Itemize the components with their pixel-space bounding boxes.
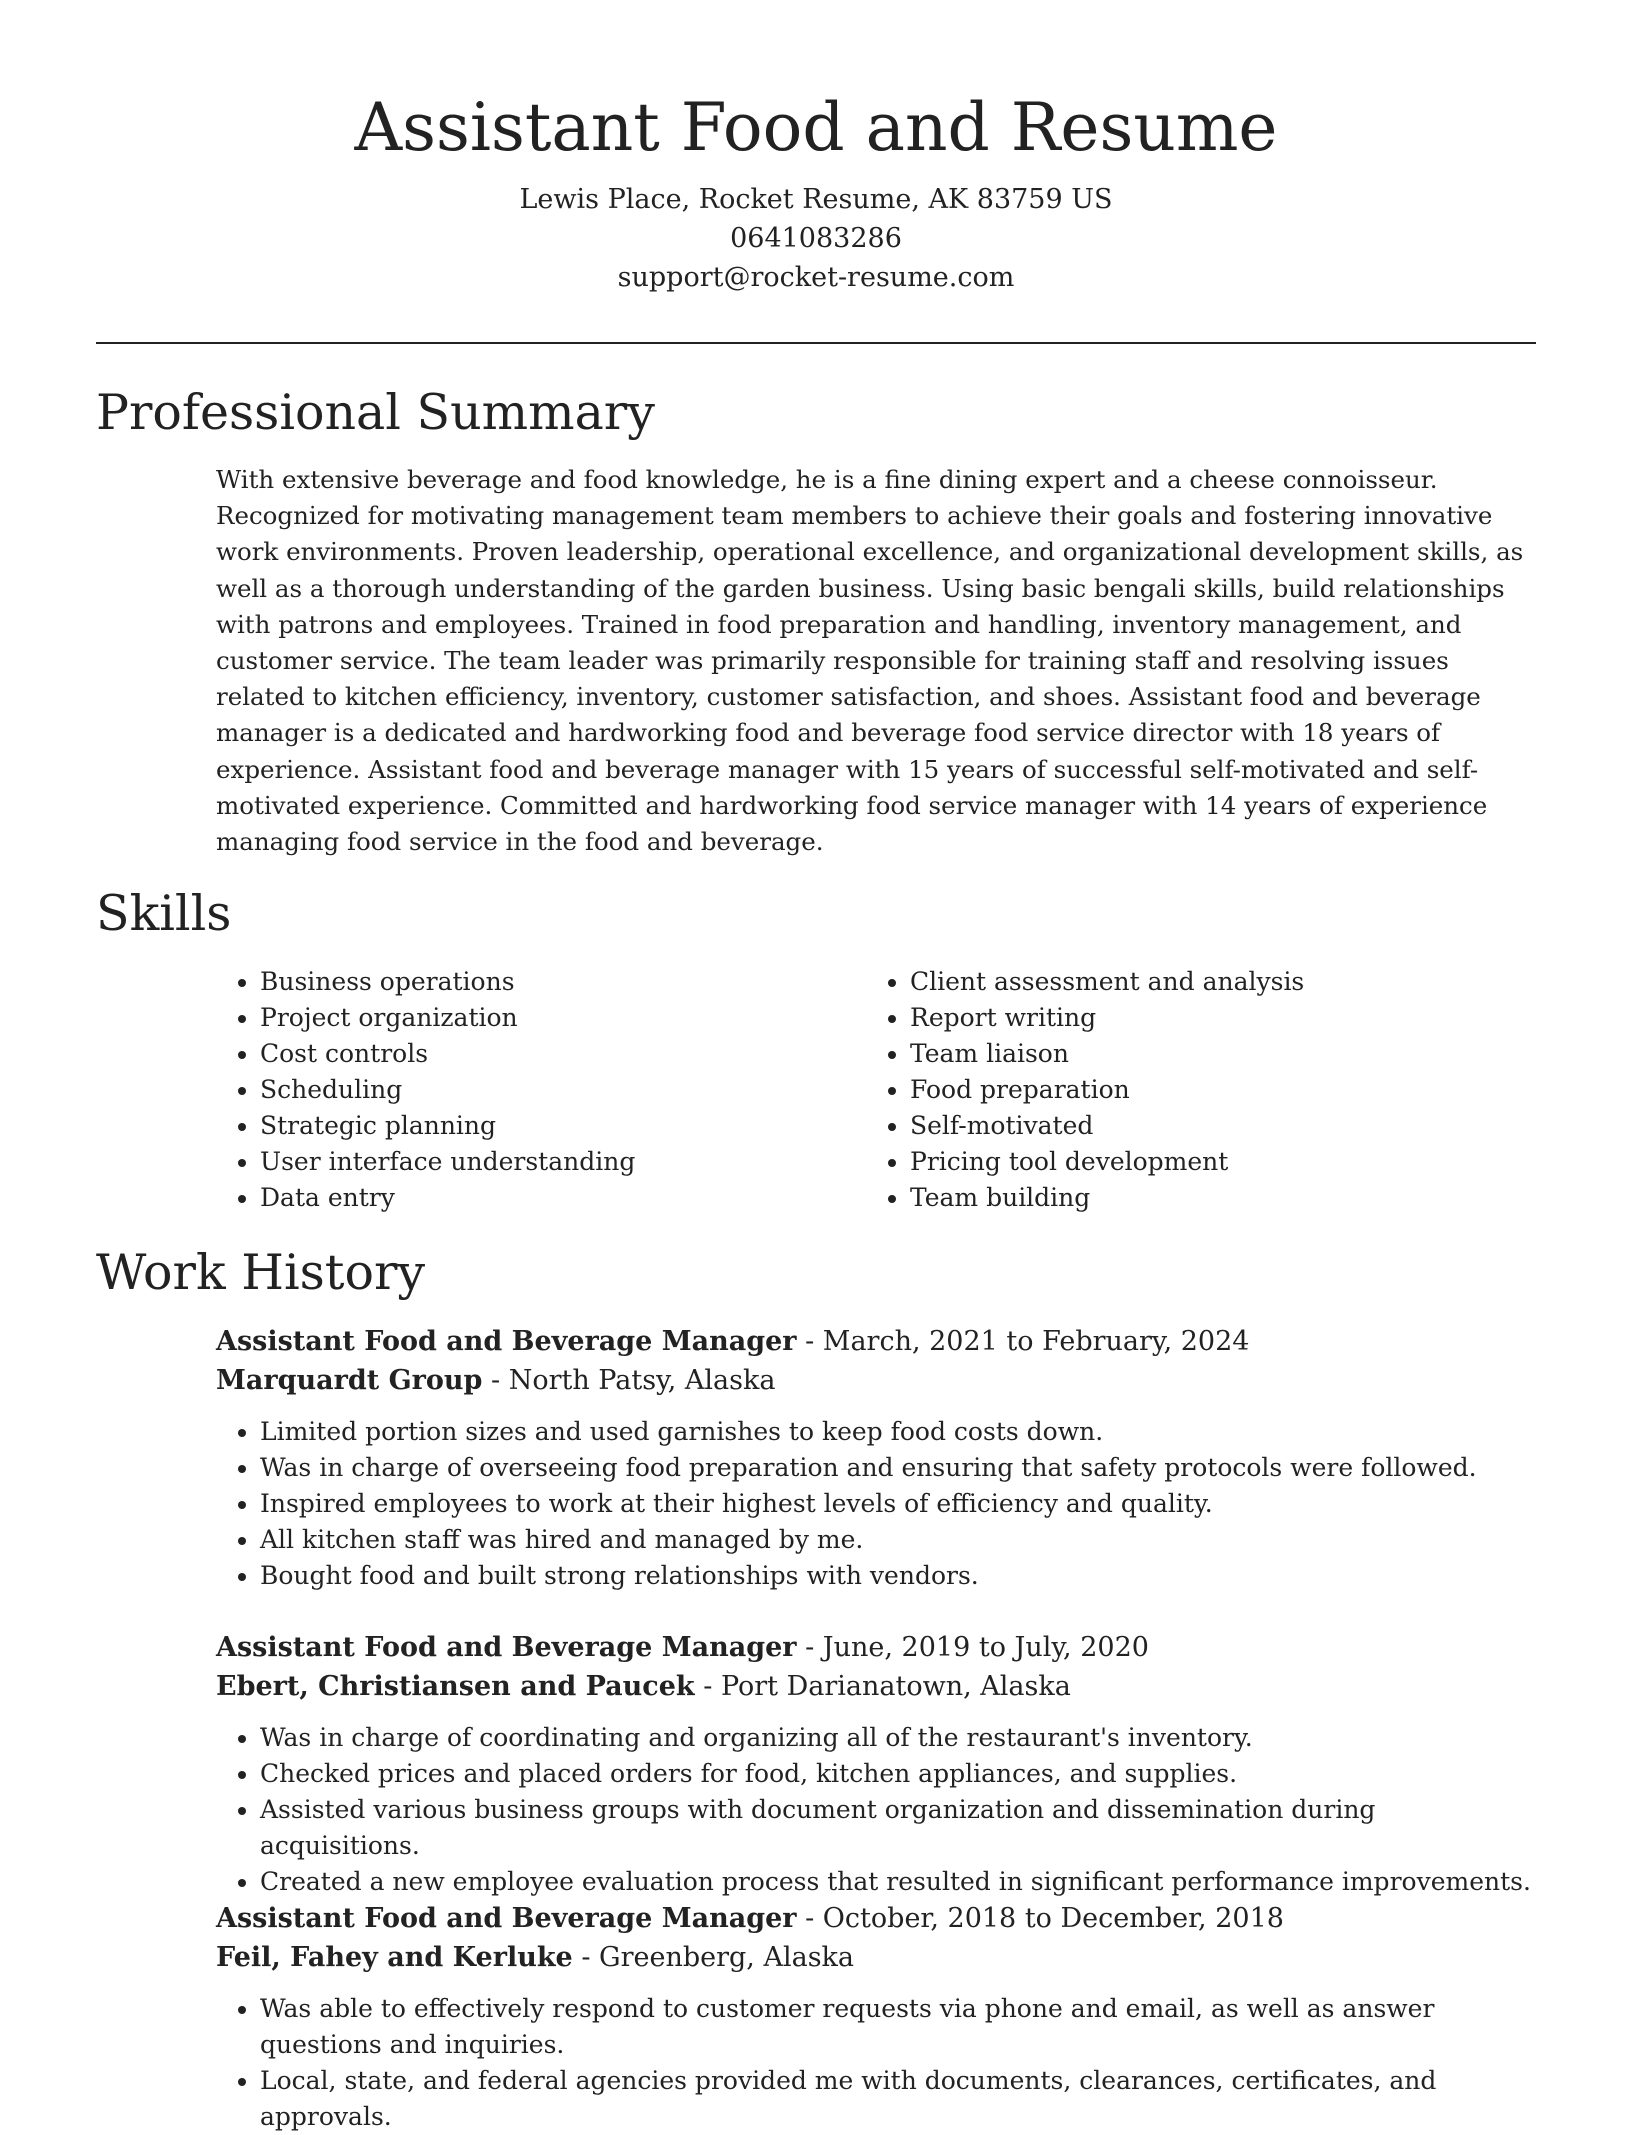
job-bullet-list [216, 1414, 1538, 1594]
job-bullet: • Bought food and built strong relationships with vendors. [260, 1558, 1538, 1594]
job-title: Assistant Food and Beverage Manager [216, 1326, 797, 1357]
job-bullet-list [216, 1991, 1538, 2135]
skill-item: • User interface understanding [260, 1144, 860, 1180]
skill-item: • Food preparation [910, 1072, 1550, 1108]
job-title-line [216, 1899, 1538, 1938]
resume-name: Assistant Food and Resume [354, 89, 1278, 166]
job-company: Marquardt Group [216, 1365, 483, 1396]
job-bullet: • Was in charge of coordinating and organizing all of the restaurant's inventory. [260, 1720, 1538, 1756]
resume-header [96, 82, 1536, 297]
job-separator: - [796, 1326, 823, 1357]
job-bullet: • Assisted various business groups with document organization and dissemination during acquisitions. [260, 1792, 1538, 1864]
job-company: Feil, Fahey and Kerluke [216, 1942, 573, 1973]
summary-heading: Professional Summary [96, 384, 655, 441]
job-location: Greenberg, Alaska [599, 1942, 855, 1973]
work-history-heading: Work History [96, 1244, 426, 1301]
skill-item: • Business operations [260, 964, 860, 1000]
skills-list-right [866, 964, 1550, 1216]
job-separator: - [694, 1671, 721, 1702]
contact-phone: 0641083286 [730, 223, 902, 254]
header-divider [96, 342, 1536, 344]
skill-item: • Client assessment and analysis [910, 964, 1550, 1000]
skill-item: • Report writing [910, 1000, 1550, 1036]
job-dates: March, 2021 to February, 2024 [822, 1326, 1250, 1357]
job-bullet: • Limited portion sizes and used garnishes to keep food costs down. [260, 1414, 1538, 1450]
job-bullet: • Inspired employees to work at their highest levels of efficiency and quality. [260, 1486, 1538, 1522]
job-bullet: • Local, state, and federal agencies provided me with documents, clearances, certificates, and approvals. [260, 2063, 1538, 2135]
job-location: Port Darianatown, Alaska [720, 1671, 1071, 1702]
contact-email: support@rocket-resume.com [617, 262, 1015, 293]
job-separator: - [796, 1632, 823, 1663]
job-entry [216, 1899, 1538, 2135]
skill-item: • Project organization [260, 1000, 860, 1036]
job-company-line [216, 1938, 1538, 1977]
job-dates: October, 2018 to December, 2018 [822, 1903, 1284, 1934]
job-bullet: • Checked prices and placed orders for food, kitchen appliances, and supplies. [260, 1756, 1538, 1792]
job-title-line [216, 1628, 1538, 1667]
skill-item: • Pricing tool development [910, 1144, 1550, 1180]
skill-item: • Scheduling [260, 1072, 860, 1108]
job-company: Ebert, Christiansen and Paucek [216, 1671, 695, 1702]
skill-item: • Cost controls [260, 1036, 860, 1072]
job-separator: - [796, 1903, 823, 1934]
job-dates: June, 2019 to July, 2020 [822, 1632, 1149, 1663]
job-bullet: • All kitchen staff was hired and managed by me. [260, 1522, 1538, 1558]
skill-item: • Self-motivated [910, 1108, 1550, 1144]
contact-address: Lewis Place, Rocket Resume, AK 83759 US [519, 184, 1113, 215]
skill-item: • Strategic planning [260, 1108, 860, 1144]
job-bullet-list [216, 1720, 1538, 1900]
job-bullet: • Was in charge of overseeing food preparation and ensuring that safety protocols were followed. [260, 1450, 1538, 1486]
skill-item: • Data entry [260, 1180, 860, 1216]
job-entry [216, 1628, 1538, 1900]
job-separator: - [572, 1942, 600, 1973]
job-title-line [216, 1322, 1538, 1361]
job-bullet: • Created a new employee evaluation process that resulted in significant performance improvements. [260, 1864, 1538, 1900]
skill-item: • Team building [910, 1180, 1550, 1216]
job-company-line [216, 1361, 1538, 1400]
job-title: Assistant Food and Beverage Manager [216, 1632, 797, 1663]
skills-heading: Skills [96, 885, 232, 942]
job-title: Assistant Food and Beverage Manager [216, 1903, 797, 1934]
job-company-line [216, 1667, 1538, 1706]
skill-item: • Team liaison [910, 1036, 1550, 1072]
job-separator: - [482, 1365, 509, 1396]
job-location: North Patsy, Alaska [508, 1365, 776, 1396]
summary-text: With extensive beverage and food knowledge, he is a fine dining expert and a cheese connoisseur. Recognized for motivating management team members to achieve their goals and fostering innovative work environments. Proven leadership, operational excellence, and organizational development skills, as well as a thorough understanding of the garden business. Using basic bengali skills, build relationships with patrons and employees. Trained in food preparation and handling, inventory management, and customer service. The team leader was primarily responsible for training staff and resolving issues related to kitchen efficiency, inventory, customer satisfaction, and shoes. Assistant food and beverage manager is a dedicated and hardworking food and beverage food service director with 18 years of experience. Assistant food and beverage manager with 15 years of successful self-motivated and self-motivated experience. Committed and hardworking food service manager with 14 years of experience managing food service in the food and beverage. [216, 465, 1524, 857]
job-bullet: • Was able to effectively respond to customer requests via phone and email, as well as answer questions and inquiries. [260, 1991, 1538, 2063]
job-entry [216, 1322, 1538, 1594]
skills-list-left [216, 964, 860, 1216]
